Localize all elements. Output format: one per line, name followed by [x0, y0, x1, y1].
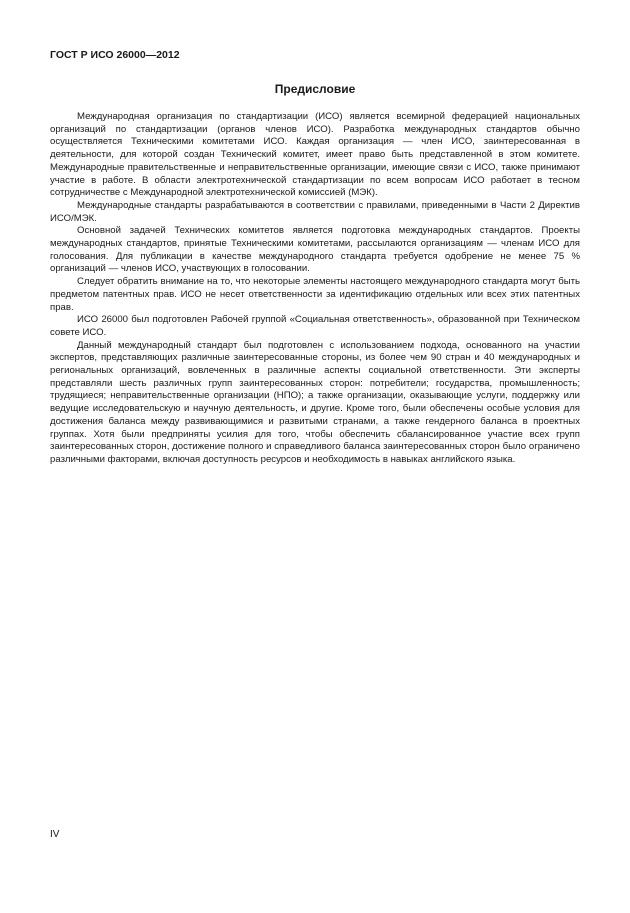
document-header: ГОСТ Р ИСО 26000—2012 — [50, 49, 180, 61]
paragraph: Данный международный стандарт был подготовлен с использованием подхода, основанного на участии экспертов, представляющих различные заинтересованные стороны, из более чем 90 стран и 40 международных и региональных организаций, вовлеченных в различные аспекты социальной ответственности. Эти эксперты представляли шесть различных групп заинтересованных сторон: потребители; государства, промышленность; трудящиеся; неправительственные организации (НПО); а также организации, оказывающие услуги, поддержку или ведущие исследовательскую и научную деятельность, и другие. Кроме того, были обеспечены особые условия для достижения баланса между развивающимися и развитыми странами, а также гендерного баланса в проектных группах. Хотя были предприняты усилия для того, чтобы обеспечить сбалансированное участие всех групп заинтересованных сторон, достижение полного и справедливого баланса заинтересованных сторон было ограничено различными факторами, включая доступность ресурсов и необходимость в навыках английского языка. — [50, 339, 580, 465]
page-number: IV — [50, 829, 60, 840]
paragraph: ИСО 26000 был подготовлен Рабочей группой «Социальная ответственность», образованной при Техническом совете ИСО. — [50, 314, 580, 338]
foreword-body — [50, 111, 580, 467]
paragraph: Следует обратить внимание на то, что некоторые элементы настоящего международного стандарта могут быть предметом патентных прав. ИСО не несет ответственности за идентификацию отдельных или всех этих патентных прав. — [50, 276, 580, 313]
paragraph: Международная организация по стандартизации (ИСО) является всемирной федерацией национальных организаций по стандартизации (органов членов ИСО). Разработка международных стандартов обычно осуществляется Техническими комитетами ИСО. Каждая организация — член ИСО, заинтересованная в деятельности, для которой создан Технический комитет, имеет право быть представленной в этом комитете. Международные правительственные и неправительственные организации, имеющие связи с ИСО, также принимают участие в работе. В области электротехнической стандартизации по всем вопросам ИСО работает в тесном сотрудничестве с Международной электротехнической комиссией (МЭК). — [50, 111, 580, 199]
page-title: Предисловие — [274, 82, 356, 96]
paragraph: Основной задачей Технических комитетов является подготовка международных стандартов. Проекты международных стандартов, принятые Техническими комитетами, рассылаются организациям — членам ИСО для голосования. Для публикации в качестве международного стандарта требуется одобрение не менее 75 % организаций — членов ИСО, участвующих в голосовании. — [50, 225, 580, 275]
paragraph: Международные стандарты разрабатываются в соответствии с правилами, приведенными в Части 2 Директив ИСО/МЭК. — [50, 199, 580, 224]
